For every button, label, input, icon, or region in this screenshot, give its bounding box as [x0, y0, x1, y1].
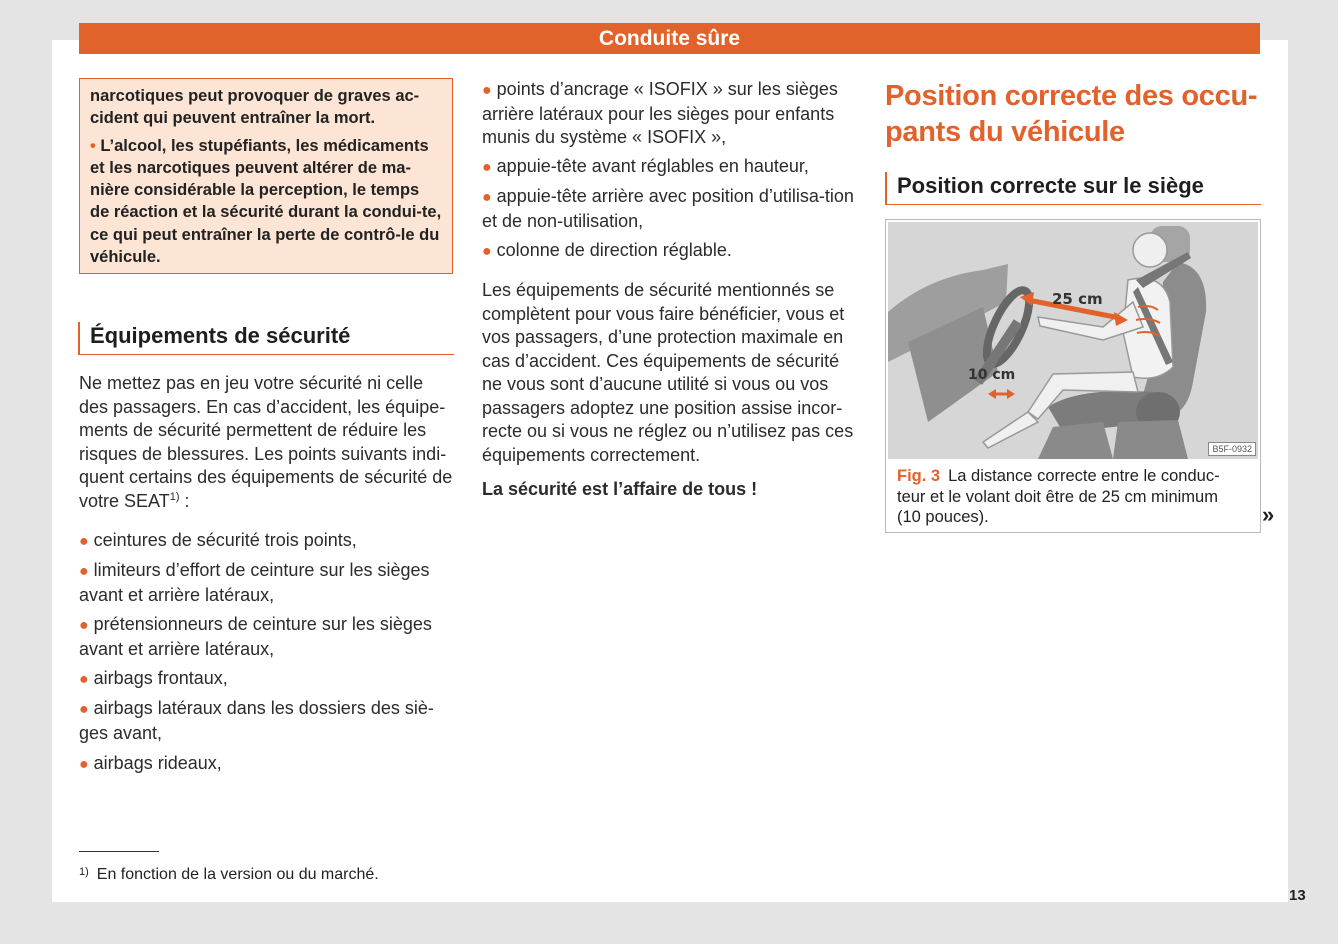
list-item: ● airbags rideaux,	[79, 753, 222, 773]
label-10cm: 10 cm	[968, 367, 1016, 383]
intro-text: Ne mettez pas en jeu votre sécurité ni celle des passagers. En cas d’accident, les équipe-ments de sécurité permettent de réduire les risques de blessures. Les points suivants indi-quent certains des équipements de sécurité de votre SEAT	[79, 373, 453, 511]
bullet-icon: ●	[482, 82, 492, 99]
list-item: ● appuie-tête arrière avec position d’utilisa-tion et de non-utilisation,	[482, 186, 854, 231]
bullet-icon: ●	[79, 756, 89, 773]
closing-statement: La sécurité est l’affaire de tous !	[482, 479, 758, 499]
footnote-mark: 1)	[79, 866, 89, 878]
bullet-icon: ●	[482, 243, 492, 260]
page-number: 13	[1289, 887, 1306, 904]
heading-position-siege: Position correcte sur le siège	[885, 172, 1261, 205]
figure-label: Fig. 3	[897, 467, 941, 485]
footnote-ref[interactable]: 1)	[169, 490, 180, 503]
warning-bullet-text: L’alcool, les stupéfiants, les médicaments et les narcotiques peuvent altérer de ma-nière considérable la perception, le temps de réaction et la sécurité durant la condui-te, ce qui peut entraîner la perte de contrô-le du véhicule.	[90, 136, 442, 267]
bullet-icon: ●	[79, 563, 89, 580]
section-header: Conduite sûre	[79, 23, 1260, 54]
bullet-icon: •	[90, 136, 96, 155]
footnote	[79, 866, 379, 884]
bullet-icon: ●	[79, 671, 89, 688]
label-25cm: 25 cm	[1052, 290, 1103, 308]
bullet-icon: ●	[79, 617, 89, 634]
figure-3	[885, 219, 1261, 533]
list-item: ● points d’ancrage « ISOFIX » sur les sièges arrière latéraux pour les sièges pour enfants munis du système « ISOFIX »,	[482, 79, 838, 147]
seat-position-illustration	[888, 222, 1258, 459]
continue-marker-icon: »	[1262, 502, 1275, 527]
bullet-icon: ●	[482, 189, 492, 206]
bullet-icon: ●	[79, 533, 89, 550]
figure-caption	[897, 466, 1237, 528]
warning-bullet-item	[90, 135, 442, 269]
heading-equipements: Équipements de sécurité	[78, 322, 454, 355]
warning-text-top: narcotiques peut provoquer de graves ac-cident qui peuvent entraîner la mort.	[90, 87, 420, 128]
list-item: ● prétensionneurs de ceinture sur les sièges avant et arrière latéraux,	[79, 614, 432, 659]
list-item: ● colonne de direction réglable.	[482, 240, 732, 260]
figure-code: B5F-0932	[1208, 442, 1256, 456]
intro-paragraph	[79, 372, 455, 513]
list-item: ● airbags frontaux,	[79, 668, 228, 688]
list-item: ● airbags latéraux dans les dossiers des siè-ges avant,	[79, 698, 434, 743]
intro-end: :	[179, 490, 190, 511]
caption-text: La distance correcte entre le conduc-teur et le volant doit être de 25 cm minimum (10 pouces).	[897, 467, 1220, 526]
warning-box	[79, 78, 453, 274]
footnote-divider	[79, 851, 159, 852]
bullet-icon: ●	[482, 159, 492, 176]
bullet-icon: ●	[79, 701, 89, 718]
footnote-text: En fonction de la version ou du marché.	[96, 866, 379, 883]
driver-seat-diagram	[888, 222, 1258, 459]
summary-paragraph: Les équipements de sécurité mentionnés se complètent pour vous faire bénéficier, vous et vos passagers, d’une protection maximale en cas d’accident. Ces équipements de sécurité ne vous sont d’aucune utilité si vous ou vos passagers adoptez une position assise incor-recte ou si vous ne réglez ou n’utilisez pas ces équipements correctement.	[482, 280, 854, 465]
list-item: ● ceintures de sécurité trois points,	[79, 530, 357, 550]
list-item: ● appuie-tête avant réglables en hauteur,	[482, 156, 809, 176]
section-title: Position correcte des occu-pants du véhicule	[885, 80, 1258, 148]
list-item: ● limiteurs d’effort de ceinture sur les sièges avant et arrière latéraux,	[79, 560, 430, 605]
